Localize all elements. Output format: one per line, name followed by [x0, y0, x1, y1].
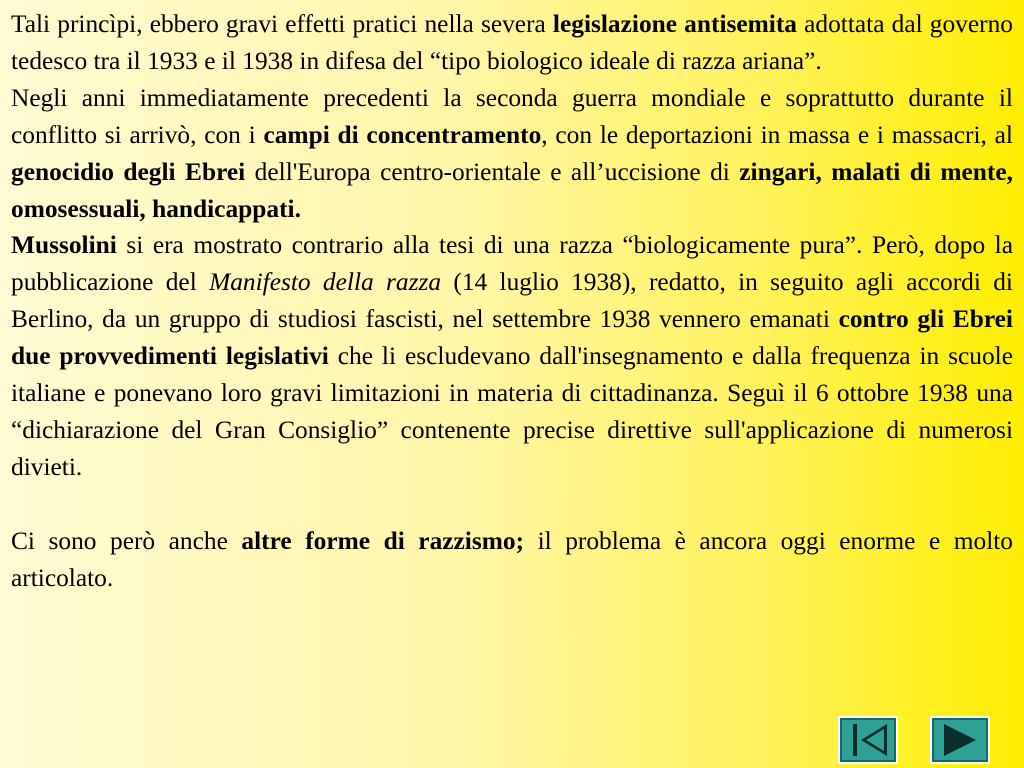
text: Negli anni immediatamente precedenti la seconda guerra mondiale e soprattutto durante il conflitto si arrivò, con i: [11, 83, 1013, 149]
paragraph-war-genocide: [11, 80, 1013, 228]
play-next-icon: [932, 718, 988, 762]
text: che li escludevano dall'insegnamento e dalla frequenza in scuole italiane e ponevano loro gravi limitazioni in materia di cittadinanza. Seguì il 6 ottobre 1938 una “dichiarazione del Gran Consiglio” contenente precise direttive sull'applicazione di numerosi divieti.: [11, 342, 1013, 481]
next-button[interactable]: [930, 716, 990, 764]
text: dell'Europa centro-orientale e all’uccisione di: [245, 157, 740, 186]
paragraph-other-racism: [11, 523, 1013, 597]
text: , con le deportazioni in massa e i massacri, al: [541, 120, 1013, 149]
highlight-genocidio-degli-ebrei: genocidio degli Ebrei: [11, 157, 246, 186]
text: adottata dal governo tedesco tra il 1933 e il 1938 in difesa del “tipo biologico ideale di razza ariana”.: [11, 10, 1013, 75]
highlight-mussolini: Mussolini: [11, 231, 117, 260]
slide-body: [11, 6, 1013, 597]
paragraph-german-legislation: [11, 6, 1013, 80]
highlight-victims-list: zingari, malati di mente, omosessuali, handicappati.: [11, 157, 1013, 223]
text: Tali princìpi, ebbero gravi effetti pratici nella severa: [11, 10, 553, 38]
highlight-legislazione-antisemita: legislazione antisemita: [552, 10, 797, 38]
text: (14 luglio 1938), redatto, in seguito agli accordi di Berlino, da un gruppo di studiosi fascisti, nel settembre 1938 vennero emanati: [11, 268, 1013, 334]
text: il problema è ancora oggi enorme e molto articolato.: [11, 526, 1013, 592]
highlight-altre-forme-di-razzismo: altre forme di razzismo;: [241, 526, 525, 555]
title-manifesto-della-razza: Manifesto della razza: [209, 268, 442, 297]
highlight-provvedimenti-legislativi: contro gli Ebrei due provvedimenti legislativi: [11, 305, 1013, 371]
skip-back-icon: [840, 718, 896, 762]
back-button[interactable]: [838, 716, 898, 764]
paragraph-mussolini: [11, 227, 1013, 485]
highlight-campi-di-concentramento: campi di concentramento: [263, 120, 542, 149]
text: Ci sono però anche: [11, 526, 242, 555]
text: si era mostrato contrario alla tesi di una razza “biologicamente pura”. Però, dopo la pubblicazione del: [11, 231, 1013, 297]
